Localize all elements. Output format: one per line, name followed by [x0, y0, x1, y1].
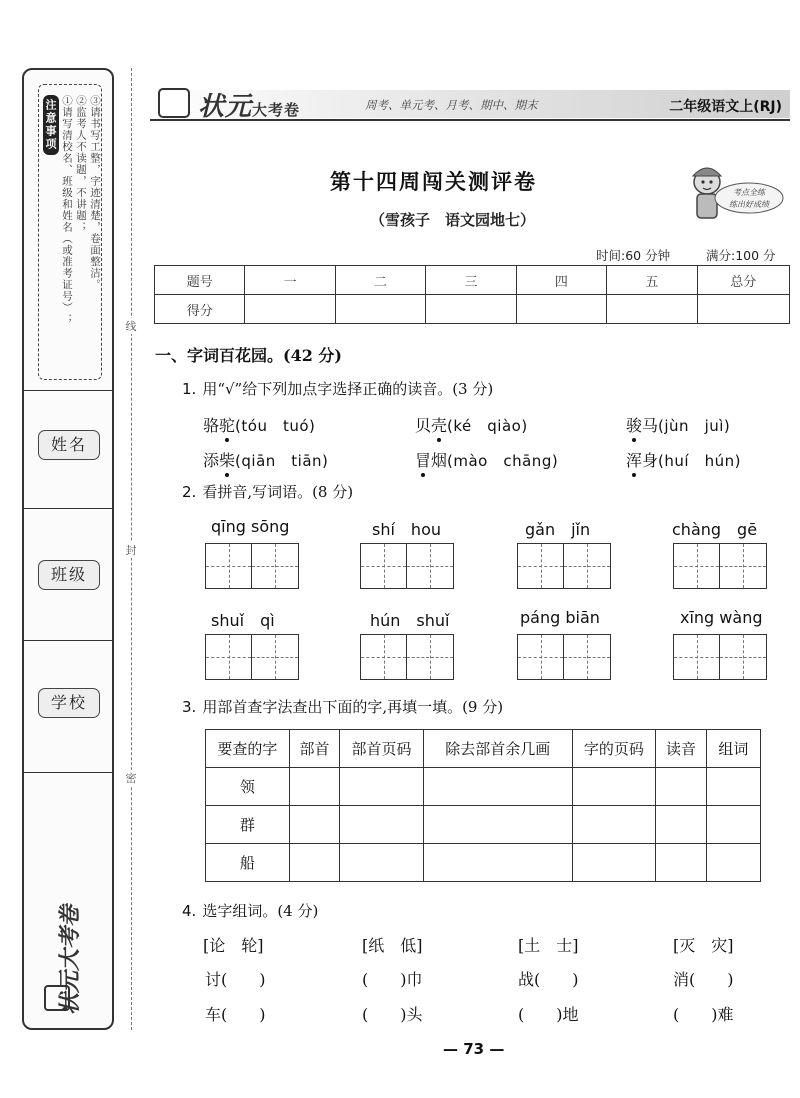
word-choice-options: [论 轮]: [203, 936, 264, 955]
score-header-cell: 四: [516, 266, 606, 295]
char-dotted: 冒: [415, 448, 431, 471]
brand-sub: 大考卷: [252, 101, 301, 119]
radical-lookup-table: [205, 729, 761, 882]
question-text: 用部首查字法查出下面的字,再填一填。(9 分): [202, 698, 504, 716]
time-limit: 时间:60 分钟: [596, 248, 671, 263]
lookup-header-cell: 要查的字: [206, 730, 290, 768]
char-plain: 添: [203, 451, 220, 470]
strip-divider: [24, 390, 112, 391]
writing-grid[interactable]: [205, 543, 299, 589]
char-dotted: 柴: [219, 448, 235, 471]
lookup-input-cell[interactable]: [340, 768, 424, 806]
score-input-cell[interactable]: [607, 295, 697, 324]
question-text: 看拼音,写词语。(8 分): [202, 483, 354, 501]
score-header-cell: 二: [335, 266, 425, 295]
writing-grid[interactable]: [360, 634, 454, 680]
pinyin-prompt: hún shuǐ: [370, 611, 450, 630]
brand-title: [198, 86, 300, 123]
lookup-row: [206, 844, 761, 882]
word-blank[interactable]: 战( ): [518, 970, 579, 989]
char-dotted: 浑: [626, 448, 642, 471]
writing-grid[interactable]: [205, 634, 299, 680]
reading-item[interactable]: [626, 413, 730, 436]
score-header-cell: 总分: [697, 266, 789, 295]
brand-main: 状元: [198, 92, 253, 122]
lookup-header-cell: 部首: [289, 730, 339, 768]
pinyin-prompt: chàng gē: [672, 520, 758, 539]
score-table-score-row: [155, 295, 790, 324]
lookup-row: [206, 806, 761, 844]
notice-line-2: ②监考人不读题，不讲题；: [75, 95, 87, 233]
pinyin-prompt: gǎn jǐn: [525, 520, 591, 539]
notice-box: [38, 84, 102, 380]
score-input-cell[interactable]: [426, 295, 516, 324]
question-4: [182, 900, 318, 921]
char-plain: 身: [642, 451, 659, 470]
pinyin-prompt: xīng wàng: [680, 608, 763, 627]
page-title: 第十四周闯关测评卷: [330, 169, 537, 194]
word-blank[interactable]: ( )难: [673, 1005, 734, 1024]
question-2: [182, 481, 353, 502]
char-plain: 骆: [203, 416, 220, 435]
char-plain: 马: [642, 416, 659, 435]
reading-item[interactable]: [415, 448, 558, 471]
pinyin-options: (tóu tuó): [235, 417, 316, 435]
mascot-illustration: [685, 160, 785, 230]
char-plain: 烟: [431, 451, 448, 470]
lookup-input-cell[interactable]: [706, 806, 760, 844]
reading-item[interactable]: [415, 413, 528, 436]
lookup-input-cell[interactable]: [656, 844, 706, 882]
lookup-input-cell[interactable]: [340, 844, 424, 882]
char-dotted: 驼: [219, 413, 235, 436]
mascot-text-2: 练出好成绩: [729, 200, 769, 209]
publisher-logo-icon: [158, 88, 190, 118]
question-number: 2.: [182, 483, 197, 501]
lookup-input-cell[interactable]: [656, 806, 706, 844]
notice-line-1: ①请写清校名、班级和姓名（或准考证号）；: [61, 95, 73, 325]
header-tagline: 周考、单元考、月考、期中、期末: [365, 98, 538, 112]
lookup-input-cell[interactable]: [706, 844, 760, 882]
pinyin-options: (jùn juì): [658, 417, 731, 435]
lookup-header-cell: 组词: [706, 730, 760, 768]
lookup-header-cell: 除去部首余几画: [423, 730, 572, 768]
word-choice-options: [土 士]: [518, 936, 579, 955]
lookup-char: 群: [206, 806, 290, 844]
char-plain: 贝: [415, 416, 432, 435]
pinyin-options: (qiān tiān): [235, 452, 329, 470]
word-blank[interactable]: 车( ): [205, 1005, 266, 1024]
notice-label: 注意事项: [43, 95, 59, 155]
word-choice-options: [纸 低]: [362, 936, 423, 955]
mascot-text-1: 考点全练: [733, 188, 765, 197]
question-text: 选字组词。(4 分): [202, 902, 319, 920]
reading-item[interactable]: [203, 448, 328, 471]
writing-grid[interactable]: [673, 543, 767, 589]
char-dotted: 壳: [431, 413, 447, 436]
score-row-label: 得分: [155, 295, 245, 324]
pinyin-prompt: shí hou: [372, 520, 441, 539]
grade-label: 二年级语文上(RJ): [669, 99, 782, 115]
writing-grid[interactable]: [517, 543, 611, 589]
lookup-input-cell[interactable]: [572, 768, 656, 806]
pinyin-prompt: shuǐ qì: [211, 611, 275, 630]
score-input-cell[interactable]: [245, 295, 335, 324]
question-text: 用“√”给下列加点字选择正确的读音。(3 分): [202, 380, 494, 398]
lookup-row: [206, 768, 761, 806]
full-score: 满分:100 分: [706, 248, 776, 263]
lookup-input-cell[interactable]: [423, 806, 572, 844]
score-input-cell[interactable]: [516, 295, 606, 324]
score-table-header-row: [155, 266, 790, 295]
question-1: [182, 378, 493, 399]
lookup-input-cell[interactable]: [656, 768, 706, 806]
writing-grid[interactable]: [517, 634, 611, 680]
strip-brand-text: 状元大考卷: [58, 904, 83, 1016]
word-choice-options: [灭 灾]: [673, 936, 734, 955]
score-input-cell[interactable]: [335, 295, 425, 324]
pinyin-prompt: qīng sōng: [211, 517, 290, 536]
binding-strip: [22, 68, 114, 1030]
word-blank[interactable]: ( )巾: [362, 970, 423, 989]
score-header-cell: 一: [245, 266, 335, 295]
lookup-input-cell[interactable]: [572, 844, 656, 882]
lookup-input-cell[interactable]: [423, 768, 572, 806]
reading-item[interactable]: [203, 413, 315, 436]
word-blank[interactable]: ( )头: [362, 1005, 423, 1024]
class-field[interactable]: 班级: [38, 560, 100, 590]
lookup-input-cell[interactable]: [423, 844, 572, 882]
cut-mark-seal: 封: [120, 542, 142, 558]
lookup-input-cell[interactable]: [572, 806, 656, 844]
reading-item[interactable]: [626, 448, 741, 471]
lookup-header-row: [206, 730, 761, 768]
word-blank[interactable]: 讨( ): [205, 970, 266, 989]
writing-grid[interactable]: [360, 543, 454, 589]
lookup-header-cell: 部首页码: [340, 730, 424, 768]
strip-logo-mark: [44, 985, 70, 1011]
pinyin-options: (huí hún): [658, 452, 741, 470]
school-field[interactable]: 学校: [38, 688, 100, 718]
pinyin-prompt: páng biān: [520, 608, 600, 627]
score-header-cell: 五: [607, 266, 697, 295]
name-field[interactable]: 姓名: [38, 430, 100, 460]
lookup-input-cell[interactable]: [706, 768, 760, 806]
strip-divider: [24, 772, 112, 773]
lookup-input-cell[interactable]: [289, 768, 339, 806]
page-number: — 73 —: [443, 1040, 505, 1058]
cut-mark-secret: 密: [120, 770, 142, 786]
question-number: 3.: [182, 698, 197, 716]
char-dotted: 骏: [626, 413, 642, 436]
pinyin-options: (mào chāng): [447, 452, 559, 470]
score-table: [154, 265, 790, 324]
writing-grid[interactable]: [673, 634, 767, 680]
lookup-input-cell[interactable]: [289, 806, 339, 844]
lookup-header-cell: 读音: [656, 730, 706, 768]
score-header-cell: 题号: [155, 266, 245, 295]
strip-divider: [24, 640, 112, 641]
word-blank[interactable]: 消( ): [673, 970, 734, 989]
section-1-title: 一、字词百花园。(42 分): [155, 346, 342, 365]
word-blank[interactable]: ( )地: [518, 1005, 579, 1024]
lookup-input-cell[interactable]: [289, 844, 339, 882]
score-header-cell: 三: [426, 266, 516, 295]
question-number: 1.: [182, 380, 197, 398]
lookup-header-cell: 字的页码: [572, 730, 656, 768]
page-subtitle: （雪孩子 语文园地七）: [370, 211, 536, 229]
question-number: 4.: [182, 902, 197, 920]
strip-divider: [24, 508, 112, 509]
score-input-cell[interactable]: [697, 295, 789, 324]
notice-line-3: ③请书写工整，字迹清楚，卷面整洁。: [89, 95, 101, 291]
lookup-char: 领: [206, 768, 290, 806]
pinyin-options: (ké qiào): [447, 417, 528, 435]
cut-mark-line: 线: [120, 318, 142, 334]
lookup-char: 船: [206, 844, 290, 882]
question-3: [182, 696, 503, 717]
lookup-input-cell[interactable]: [340, 806, 424, 844]
